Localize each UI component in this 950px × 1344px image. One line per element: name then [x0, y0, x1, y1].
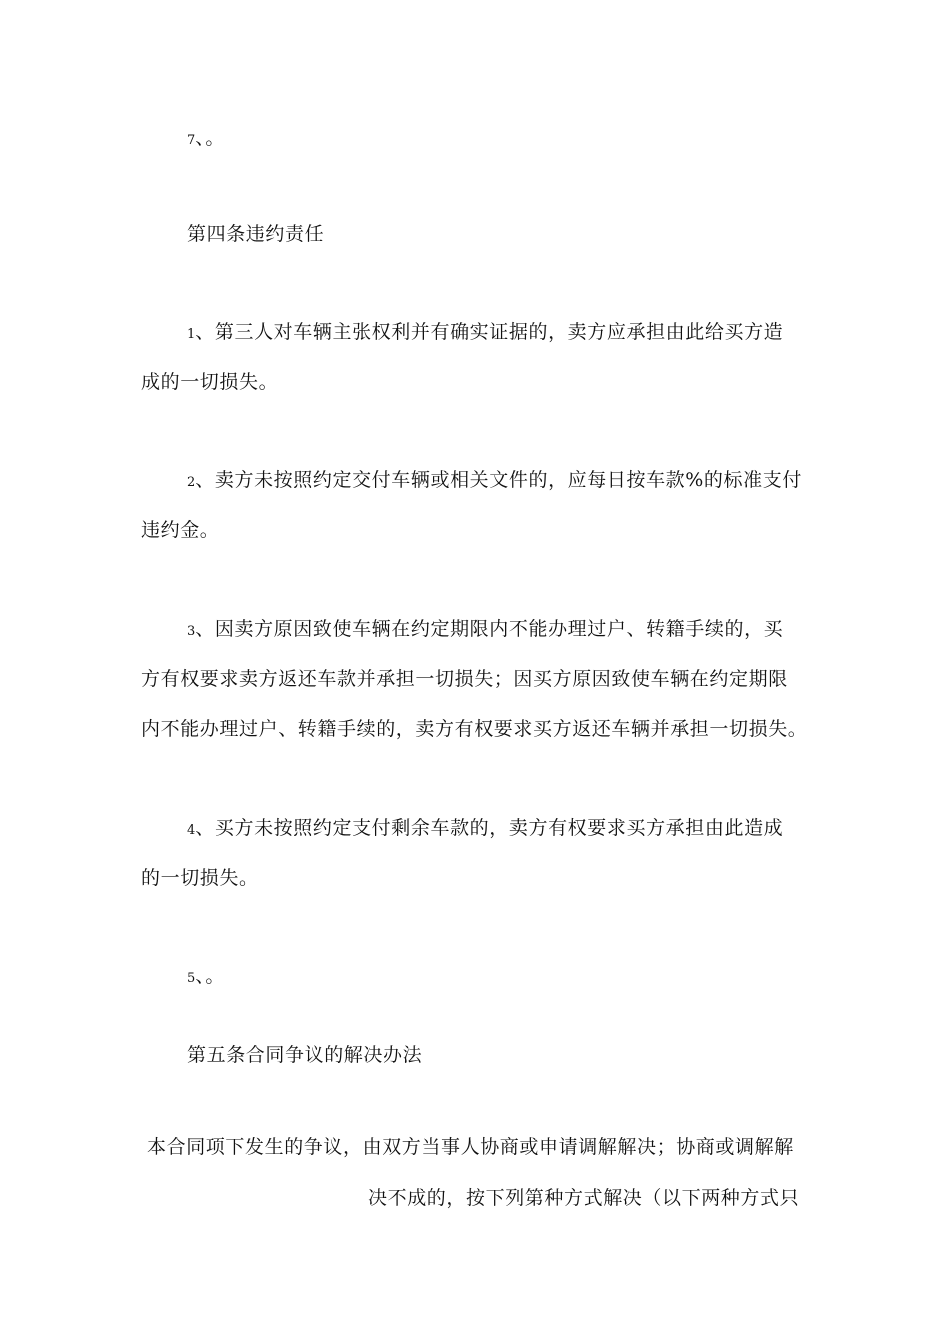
- item-number: 5: [187, 971, 196, 986]
- item-5: [187, 964, 225, 991]
- clause-1-line-1: [187, 320, 783, 347]
- item-7: [187, 126, 225, 153]
- clause-text: 、买方未按照约定支付剩余车款的，卖方有权要求买方承担由此造成: [195, 817, 784, 839]
- clause-2-line-1: [187, 468, 802, 495]
- clause-4-line-1: [187, 816, 783, 843]
- item-number: 7: [187, 133, 196, 148]
- clause-number: 4: [187, 823, 196, 838]
- clause-1-line-2: 成的一切损失。: [141, 371, 279, 393]
- clause-text: 、因卖方原因致使车辆在约定期限内不能办理过户、转籍手续的，买: [195, 618, 784, 640]
- item-text: 、。: [195, 965, 225, 987]
- clause-2-line-2: 违约金。: [141, 519, 220, 541]
- clause-text: 、卖方未按照约定交付车辆或相关文件的，应每日按车款%的标准支付: [195, 469, 802, 491]
- dispute-line-1: 本合同项下发生的争议，由双方当事人协商或申请调解解决；协商或调解解: [147, 1136, 794, 1158]
- dispute-line-2: 决不成的，按下列第种方式解决（以下两种方式只: [368, 1187, 800, 1209]
- clause-number: 2: [187, 475, 196, 490]
- clause-3-line-1: [187, 617, 783, 644]
- clause-number: 3: [187, 624, 196, 639]
- item-text: 、。: [195, 127, 225, 149]
- article-4-heading: 第四条违约责任: [187, 223, 325, 245]
- clause-3-line-3: 内不能办理过户、转籍手续的，卖方有权要求买方返还车辆并承担一切损失。: [141, 718, 808, 740]
- article-5-heading: 第五条合同争议的解决办法: [187, 1044, 423, 1066]
- clause-3-line-2: 方有权要求卖方返还车款并承担一切损失；因买方原因致使车辆在约定期限: [141, 668, 788, 690]
- clause-number: 1: [187, 327, 196, 342]
- clause-4-line-2: 的一切损失。: [141, 867, 259, 889]
- clause-text: 、第三人对车辆主张权利并有确实证据的，卖方应承担由此给买方造: [195, 321, 784, 343]
